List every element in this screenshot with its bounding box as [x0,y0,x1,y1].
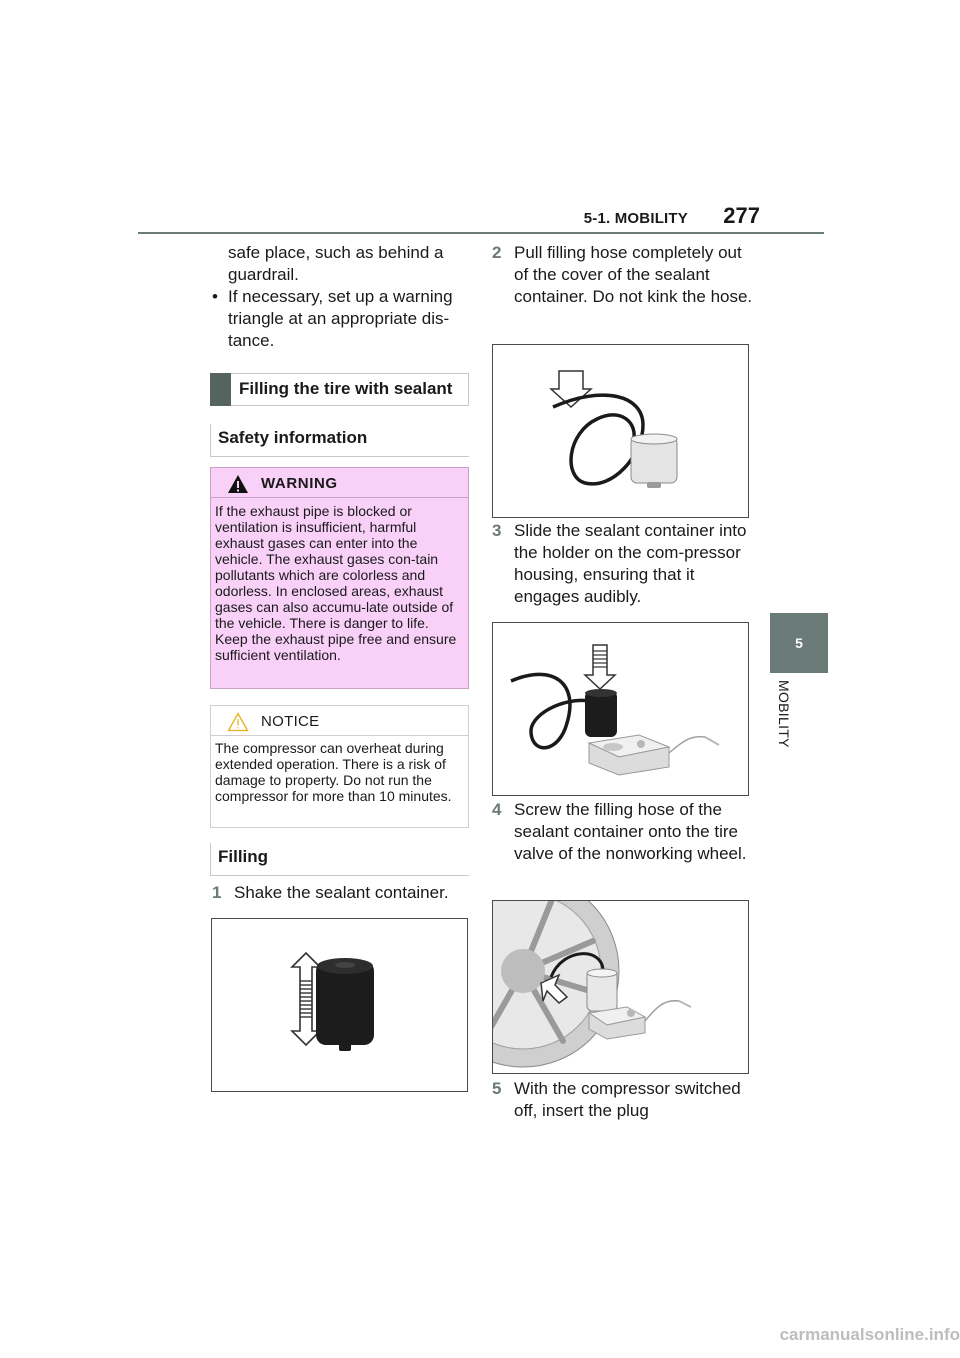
figure-slide-container [492,622,749,796]
header-divider [138,232,824,234]
step-1-text: Shake the sealant container. [234,883,449,902]
step-2-number: 2 [492,243,502,262]
notice-header [211,706,468,736]
page-number: 277 [723,203,760,228]
warning-header [211,468,468,498]
figure-pull-hose [492,344,749,518]
shake-container-illustration [212,919,467,1091]
bullet-icon: • [212,287,218,306]
step-5 [492,1078,754,1122]
step-4-text: Screw the filling hose of the sealant container onto the tire valve of the nonworking wheel. [514,800,747,863]
page-header [0,0,960,240]
safety-subheading-text: Safety information [218,428,368,447]
step-4 [492,799,754,865]
safety-subheading [210,424,469,457]
screw-hose-illustration [493,901,748,1073]
notice-label: NOTICE [261,713,320,730]
figure-screw-hose [492,900,749,1074]
chapter-tab: 5 [770,613,828,673]
section-heading [210,373,469,406]
chapter-label-text: MOBILITY [776,680,792,748]
warning-box [210,467,469,689]
step-1-number: 1 [212,883,222,902]
step-3-number: 3 [492,521,502,540]
bullet-item [212,286,470,352]
warning-text: If the exhaust pipe is blocked or ventilation is insufficient, harmful exhaust gases can enter into the vehicle. The exhaust gases con-tain pollutants which are colorless and odorless. In enclosed areas, exhaust gases can also accumu-late outside of the vehicle. There is danger to life. Keep the exhaust pipe free and ensure sufficient ventilation. [215,503,457,663]
site-watermark: carmanualsonline.info [779,1325,960,1344]
step-2-text: Pull filling hose completely out of the cover of the sealant container. Do not kink the hose. [514,243,753,306]
step-2 [492,242,754,308]
warning-triangle-icon [227,474,249,494]
notice-triangle-icon [227,712,249,732]
step-5-number: 5 [492,1079,502,1098]
filling-subheading [210,843,469,876]
step-4-number: 4 [492,800,502,819]
section-title: 5-1. MOBILITY [583,210,688,227]
step-3-text: Slide the sealant container into the holder on the com-pressor housing, ensuring that it engages audibly. [514,521,747,606]
continuation-paragraph: safe place, such as behind a guardrail. [228,243,444,284]
step-5-text: With the compressor switched off, insert the plug [514,1079,741,1120]
warning-label: WARNING [261,475,338,492]
step-1 [212,882,470,904]
heading-marker [210,373,231,406]
slide-container-illustration [493,623,748,795]
filling-subheading-text: Filling [218,847,269,866]
step-3 [492,520,754,608]
chapter-tab-label [770,680,792,770]
notice-text: The compressor can overheat during extended operation. There is a risk of damage to property. Do not run the compressor for more than 10 minutes. [215,740,452,804]
pull-hose-illustration [493,345,748,517]
notice-box [210,705,469,828]
figure-shake-container [211,918,468,1092]
section-heading-text: Filling the tire with sealant [239,379,453,398]
bullet-text: If necessary, set up a warning triangle at an appropriate dis-tance. [228,287,453,350]
